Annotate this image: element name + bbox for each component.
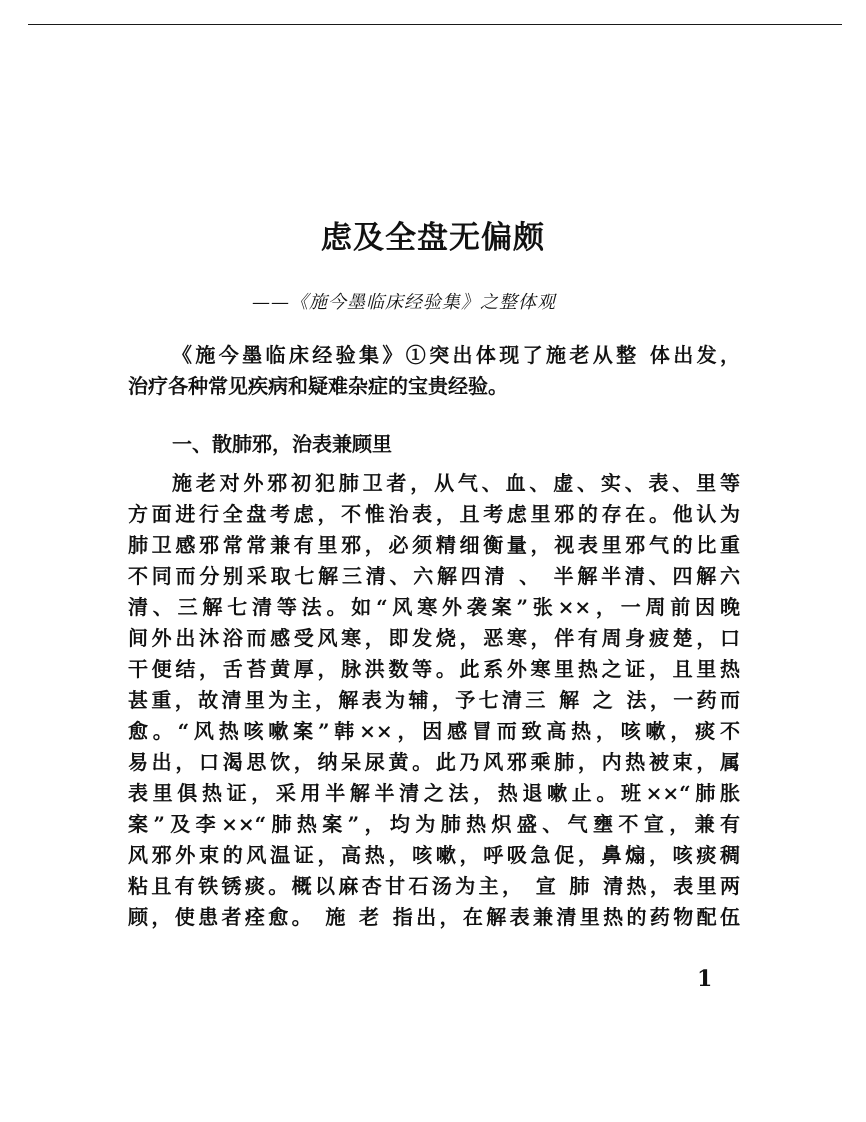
text-line: 顾，使患者痊愈。 施 老 指出，在解表兼清里热的药物配伍 (128, 905, 740, 929)
subtitle: ——《施今墨临床经验集》之整体观 (252, 292, 556, 313)
text-line: 易出，口渴思饮，纳呆尿黄。此乃风邪乘肺，内热被束，属 (128, 750, 740, 774)
text-line: 清、三解七清等法。如“风寒外袭案”张××，一周前因晚 (128, 595, 740, 619)
text-line: 不同而分别采取七解三清、六解四清 、 半解半清、四解六 (128, 564, 740, 588)
text-line: 愈。“风热咳嗽案”韩××，因感冒而致高热，咳嗽，痰不 (128, 719, 740, 743)
text-line: 风邪外束的风温证，高热，咳嗽，呼吸急促，鼻煽，咳痰稠 (128, 843, 740, 867)
section-heading: 一、散肺邪，治表兼顾里 (172, 432, 392, 456)
text-line: 间外出沐浴而感受风寒，即发烧，恶寒，伴有周身疲楚，口 (128, 626, 740, 650)
text-line: 治疗各种常见疾病和疑难杂症的宝贵经验。 (128, 374, 508, 398)
intro-paragraph (128, 340, 740, 402)
page-title: 虑及全盘无偏颇 (321, 220, 545, 256)
text-line: 表里俱热证，采用半解半清之法，热退嗽止。班××“肺胀 (128, 781, 740, 805)
text-line: 甚重，故清里为主，解表为辅，予七清三 解 之 法，一药而 (128, 688, 740, 712)
text-line: 施老对外邪初犯肺卫者，从气、血、虚、实、表、里等 (172, 471, 740, 495)
text-line: 肺卫感邪常常兼有里邪，必须精细衡量，视表里邪气的比重 (128, 533, 740, 557)
text-line: 方面进行全盘考虑，不惟治表，且考虑里邪的存在。他认为 (128, 502, 740, 526)
top-rule (28, 24, 842, 25)
body-paragraph (128, 468, 740, 933)
text-line: 《施今墨临床经验集》①突出体现了施老从整 体出发， (172, 343, 740, 367)
text-line: 粘且有铁锈痰。概以麻杏甘石汤为主， 宣 肺 清热，表里两 (128, 874, 740, 898)
text-line: 干便结，舌苔黄厚，脉洪数等。此系外寒里热之证，且里热 (128, 657, 740, 681)
text-line: 案”及李××“肺热案”，均为肺热炽盛、气壅不宣，兼有 (128, 812, 740, 836)
page-number: 1 (697, 966, 713, 992)
